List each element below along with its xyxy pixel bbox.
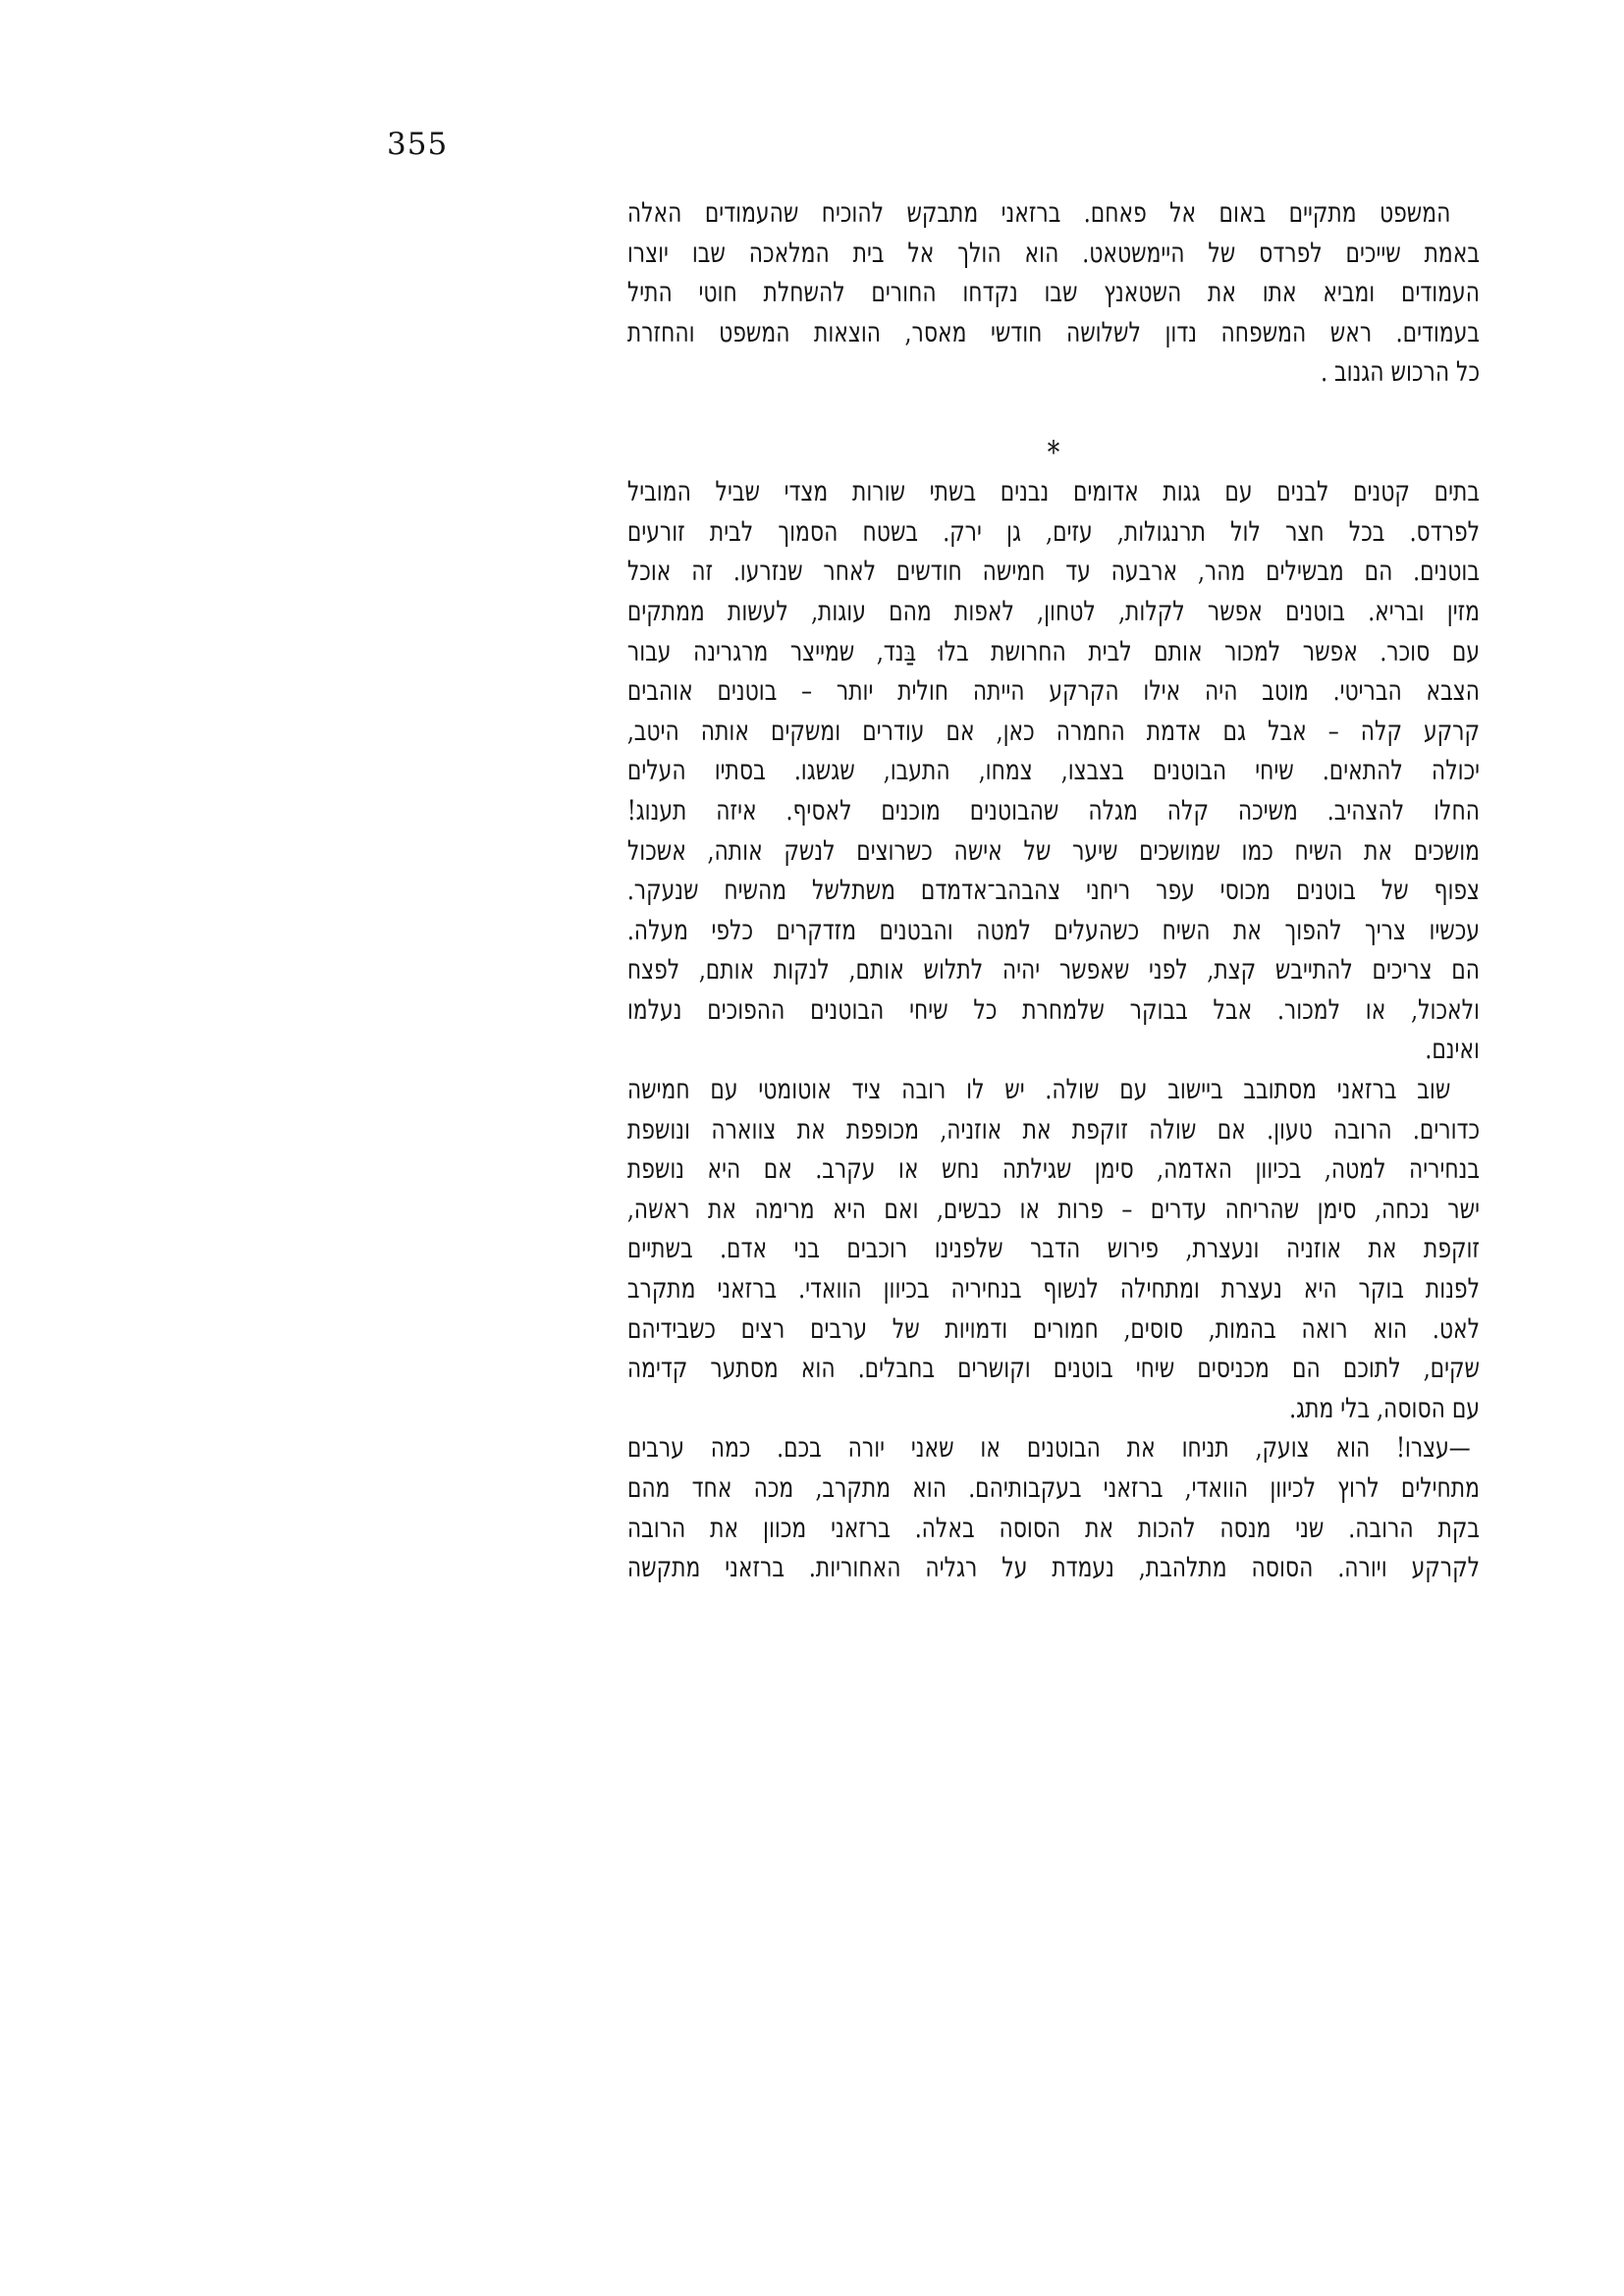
text-line: עם סוכר. אפשר למכור אותם לבית החרושת בלוּ בַּנד, שמייצר מרגרינה עבור	[626, 634, 1480, 667]
text-line: כל הרכוש הגנוב .	[1321, 355, 1480, 389]
text-line: מתחילים לרוץ לכיוון הוואדי, ברזאני בעקבותיהם. הוא מתקרב, מכה אחד מהם	[626, 1471, 1480, 1504]
text-line: לפנות בוקר היא נעצרת ומתחילה לנשוף בנחיריה בכיוון הוואדי. ברזאני מתקרב	[626, 1272, 1480, 1306]
text-line: ואינם.	[1425, 1033, 1480, 1066]
text-line: בנחיריה למטה, בכיוון האדמה, סימן שגילתה נחש או עקרב. אם היא נושפת	[626, 1152, 1480, 1186]
text-line: יכולה להתאים. שיחי הבוטנים בצבצו, צמחו, התעבו, שגשגו. בסתיו העלים	[626, 754, 1480, 787]
text-line: קרקע קלה – אבל גם אדמת החמרה כאן, אם עודרים ומשקים אותה היטב,	[626, 714, 1480, 747]
text-line: הם צריכים להתייבש קצת, לפני שאפשר יהיה לתלוש אותם, לנקות אותם, לפצח	[626, 953, 1480, 987]
text-line: ולאכול, או למכור. אבל בבוקר שלמחרת כל שיחי הבוטנים ההפוכים נעלמו	[626, 992, 1480, 1026]
text-line: המשפט מתקיים באום אל פאחם. ברזאני מתבקש להוכיח שהעמודים האלה	[626, 196, 1451, 229]
section-separator: *	[1047, 433, 1060, 471]
text-line: בוטנים. הם מבשילים מהר, ארבעה עד חמישה חודשים לאחר שנזרעו. זה אוכל	[626, 555, 1480, 588]
text-line: החלו להצהיב. משיכה קלה מגלה שהבוטנים מוכנים לאסיף. איזה תענוג!	[626, 793, 1480, 827]
text-line: בקת הרובה. שני מנסה להכות את הסוסה באלה. ברזאני מכוון את הרובה	[626, 1511, 1480, 1544]
page-number: 355	[387, 127, 449, 162]
text-line: זוקפת את אוזניה ונעצרת, פירוש הדבר שלפנינו רוכבים בני אדם. בשתיים	[626, 1232, 1480, 1265]
text-line: שקים, לתוכם הם מכניסים שיחי בוטנים וקושרים בחבלים. הוא מסתער קדימה	[626, 1352, 1480, 1385]
text-line: עכשיו צריך להפוך את השיח כשהעלים למטה והבטנים מזדקרים כלפי מעלה.	[626, 913, 1480, 946]
text-line: מושכים את השיח כמו שמושכים שיער של אישה כשרוצים לנשק אותה, אשכול	[626, 833, 1480, 867]
text-line: ישר נכחה, סימן שהריחה עדרים – פרות או כבשים, ואם היא מרימה את ראשה,	[626, 1192, 1480, 1225]
text-line: בעמודים. ראש המשפחה נדון לשלושה חודשי מאסר, הוצאות המשפט והחזרת	[626, 315, 1480, 348]
text-line: מזין ובריא. בוטנים אפשר לקלות, לטחון, לאפות מהם עוגות, לעשות ממתקים	[626, 594, 1480, 627]
text-line: לפרדס. בכל חצר לול תרנגולות, עזים, גן ירק. בשטח הסמוך לבית זורעים	[626, 514, 1480, 548]
text-line: עם הסוסה, בלי מתג.	[1289, 1391, 1480, 1424]
text-line: שוב ברזאני מסתובב ביישוב עם שולה. יש לו רובה ציד אוטומטי עם חמישה	[626, 1073, 1451, 1106]
text-body	[387, 193, 1480, 1588]
text-line: —עצרו! הוא צועק, תניחו את הבוטנים או שאני יורה בכם. כמה ערבים	[626, 1431, 1471, 1465]
text-line: כדורים. הרובה טעון. אם שולה זוקפת את אוזניה, מכופפת את צווארה ונושפת	[626, 1112, 1480, 1146]
text-line: באמת שייכים לפרדס של היימשטאט. הוא הולך אל בית המלאכה שבו יוצרו	[626, 236, 1480, 269]
text-line: בתים קטנים לבנים עם גגות אדומים נבנים בשתי שורות מצדי שביל המוביל	[626, 475, 1480, 508]
text-line: העמודים ומביא אתו את השטאנץ שבו נקדחו החורים להשחלת חוטי התיל	[626, 276, 1480, 309]
text-line: הצבא הבריטי. מוטב היה אילו הקרקע הייתה חולית יותר – בוטנים אוהבים	[626, 674, 1480, 708]
text-line: צפוף של בוטנים מכוסי עפר ריחני צהבהב־אדמדם משתלשל מהשיח שנעקר.	[626, 874, 1480, 907]
text-line: לאט. הוא רואה בהמות, סוסים, חמורים ודמויות של ערבים רצים כשבידיהם	[626, 1311, 1480, 1345]
text-line: לקרקע ויורה. הסוסה מתלהבת, נעמדת על רגליה האחוריות. ברזאני מתקשה	[626, 1551, 1480, 1584]
